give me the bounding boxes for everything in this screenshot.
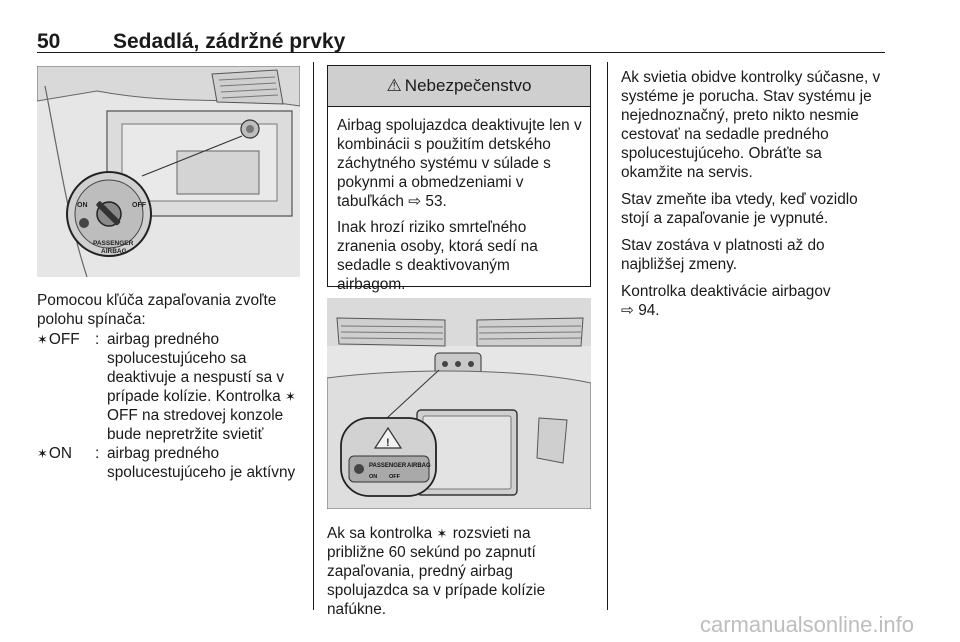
chapter-title: Sedadlá, zádržné prvky	[113, 30, 346, 53]
page-header	[37, 8, 885, 53]
indicator-text: Ak sa kontrolka ✶ rozsvieti na približne 60 sekúnd po zapnutí zapaľovania, predný airbag spolujazdca sa v prípade kolízie nafúkne.	[327, 525, 546, 618]
indicator-on-label: ON	[369, 474, 378, 480]
page-ref-arrow-icon: ⇨	[621, 302, 634, 319]
airbag-on-icon: ✶	[436, 526, 448, 541]
intro-text: Pomocou kľúča zapaľovania zvoľte polohu spínača:	[37, 292, 277, 328]
key-switch-airbag-label: AIRBAG	[101, 248, 127, 255]
column-divider-2	[607, 62, 608, 610]
warning-header	[328, 66, 590, 107]
switch-definitions	[37, 330, 302, 482]
change-state-paragraph: Stav zmeňte iba vtedy, keď vozidlo stojí a zapaľovanie je vypnuté.	[621, 191, 858, 227]
key-switch-passenger-label: PASSENGER	[93, 240, 134, 247]
page-ref-arrow-icon: ⇨	[408, 193, 422, 210]
airbag-on-icon: ✶	[37, 446, 48, 461]
column-divider-1	[313, 62, 314, 610]
indicator-passenger-label: PASSENGER	[369, 463, 407, 469]
figure-key-switch	[37, 66, 300, 277]
svg-text:!: !	[386, 437, 390, 449]
page-ref[interactable]: 53.	[425, 193, 447, 210]
reference-paragraph: Kontrolka deaktivácie airbagov ⇨ 94.	[621, 283, 831, 319]
key-switch-off-label: OFF	[132, 202, 146, 209]
page-ref[interactable]: 94.	[638, 302, 660, 319]
definition-row-on: ✶ ON : airbag predného spolucestujúceho je aktívny	[37, 444, 302, 482]
indicator-off-label: OFF	[389, 474, 400, 480]
figure-dashboard-indicator	[327, 298, 591, 509]
airbag-off-icon: ✶	[284, 389, 296, 404]
warning-body: Airbag spolujazdca deaktivujte len v kombinácii s použitím detského záchytného systému v súlade s pokynmi a obmedzeniami v tabuľkách ⇨ 53. Inak hrozí riziko smrteľného zranenia osoby, ktorá sedí na sedadle s deaktivovaným airbagom.	[337, 117, 582, 293]
fault-paragraph: Ak svietia obidve kontrolky súčasne, v systéme je porucha. Stav systému je nejednoznačný, preto nikto nesmie cestovať na sedadle predného spolucestujúceho. Obráťte sa okamžite na servis.	[621, 69, 881, 181]
page-number: 50	[37, 30, 61, 53]
column-3-text	[621, 68, 886, 328]
danger-warning-box	[327, 65, 591, 293]
warning-triangle-icon: ⚠	[386, 76, 402, 95]
key-switch-on-label: ON	[77, 202, 88, 209]
airbag-off-icon: ✶	[37, 332, 48, 347]
definition-row-off: ✶ OFF : airbag predného spolucestujúceho sa deaktivuje a nespustí sa v prípade kolízie. Kontrolka ✶OFF na stredovej konzole bude nepretržite svietiť	[37, 330, 302, 444]
watermark: carmanualsonline.info	[699, 612, 914, 637]
warning-title: Nebezpečenstvo	[404, 76, 532, 95]
definition-desc-on: airbag predného spolucestujúceho je aktívny	[107, 445, 296, 481]
state-validity-paragraph: Stav zostáva v platnosti až do najbližšej zmeny.	[621, 237, 825, 273]
indicator-airbag-label: AIRBAG	[407, 463, 431, 469]
definition-desc-off: airbag predného spolucestujúceho sa deaktivuje a nespustí sa v prípade kolízie. Kontrolka ✶OFF na stredovej konzole bude nepretržite svietiť	[107, 331, 296, 443]
